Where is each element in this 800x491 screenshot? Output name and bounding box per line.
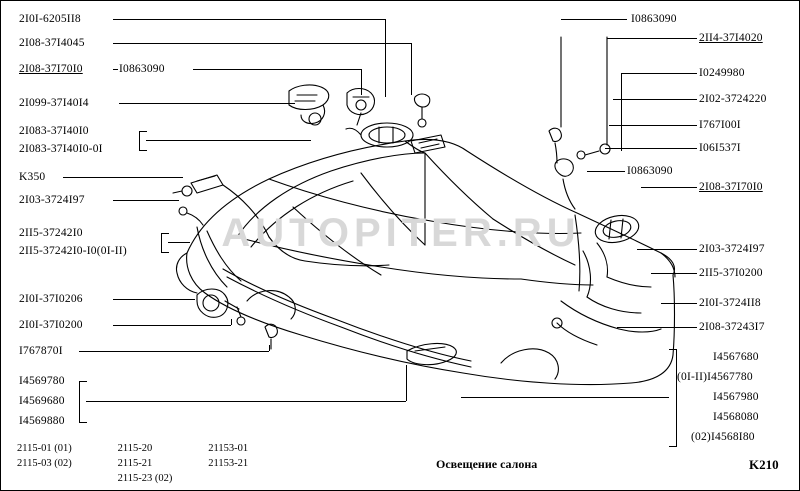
leader-line [561, 19, 627, 20]
model-column [208, 441, 298, 471]
part-label: I4569780 [19, 375, 65, 387]
model-entry: 2115-01 (01) [17, 443, 72, 454]
part-label: 2II5-37I0200 [699, 267, 763, 279]
label-bracket [161, 233, 169, 253]
part-label: I4569680 [19, 395, 65, 407]
leader-line [231, 319, 232, 325]
part-label: 2I0I-3724II8 [699, 297, 761, 309]
leader-line [193, 69, 361, 70]
part-label: 2I03-3724I97 [699, 243, 765, 255]
model-column [17, 441, 115, 471]
part-label: K350 [19, 171, 46, 183]
part-label: I06I537I [699, 142, 741, 154]
part-label: 2I08-37243I7 [699, 321, 765, 333]
part-label: I4567980 [713, 391, 759, 403]
leader-line [461, 397, 669, 398]
part-label: (02)I4568I80 [691, 431, 755, 443]
leader-line [113, 69, 118, 70]
leader-line [113, 299, 195, 300]
model-entry: 2115-20 [117, 443, 153, 454]
leader-line [607, 38, 697, 39]
leader-line [621, 73, 697, 74]
part-label: 2I0I-6205II8 [19, 13, 81, 25]
leader-line [146, 140, 311, 141]
part-label: 2I08-37I70I0 [699, 181, 763, 193]
model-entry: 21153-21 [208, 458, 249, 469]
leader-line [637, 249, 697, 250]
leader-line [63, 177, 183, 178]
model-entry: 2115-03 (02) [17, 458, 72, 469]
part-label: 2II4-37I4020 [699, 32, 763, 44]
leader-line [168, 242, 190, 243]
part-label: 2I03-3724I97 [19, 194, 85, 206]
part-label: 2II5-37242I0 [19, 227, 83, 239]
diagram-title: Освещение салона [436, 457, 538, 471]
watermark: AUTOPITER.RU [221, 211, 581, 255]
model-entry: 2115-21 [117, 458, 153, 469]
part-label: (0I-II)I4567780 [677, 371, 753, 383]
leader-line [113, 19, 385, 20]
part-label: I4568080 [713, 411, 759, 423]
leader-line [605, 148, 697, 149]
leader-line [119, 103, 295, 104]
leader-line [587, 171, 625, 172]
part-label: I0249980 [699, 67, 745, 79]
leader-line [641, 187, 697, 188]
part-label: 2I08-37I70I0 [19, 63, 83, 75]
leader-line [411, 43, 412, 95]
leader-line [661, 303, 697, 304]
leader-line [269, 345, 270, 351]
leader-line [361, 69, 362, 95]
part-label: I0863090 [119, 63, 165, 75]
part-label: 2I08-37I4045 [19, 37, 85, 49]
part-label: 2I083-37I40I0 [19, 125, 89, 137]
leader-line [385, 19, 386, 97]
leader-line [113, 325, 231, 326]
label-bracket [139, 131, 147, 151]
part-label: I4567680 [713, 351, 759, 363]
leader-line [113, 43, 411, 44]
model-entry: 2115-23 (02) [117, 473, 173, 484]
part-label: I767I00I [699, 119, 741, 131]
part-label: 2I02-3724220 [699, 93, 767, 105]
leader-line [621, 73, 622, 151]
leader-line [651, 273, 697, 274]
part-label: 2I0I-37I0200 [19, 319, 83, 331]
leader-line [609, 125, 697, 126]
applicability-model-list [17, 441, 298, 486]
leader-line [613, 99, 697, 100]
model-entry: 21153-01 [208, 443, 249, 454]
leader-line [113, 200, 179, 201]
leader-line [617, 327, 697, 328]
diagram-code: K210 [749, 457, 779, 472]
part-label: I0863090 [631, 13, 677, 25]
part-label: 2I083-37I40I0-0I [19, 143, 103, 155]
part-label: I767870I [19, 345, 63, 357]
model-column [118, 441, 206, 486]
part-label: I4569880 [19, 415, 65, 427]
part-label: 2I0I-37I0206 [19, 293, 83, 305]
part-label: 2II5-37242I0-I0(0I-II) [19, 245, 127, 257]
leader-line [406, 365, 407, 401]
part-label: 2I099-37I40I4 [19, 97, 89, 109]
part-label: I0863090 [627, 165, 673, 177]
leader-line [79, 351, 269, 352]
label-bracket [79, 381, 87, 423]
label-bracket [669, 349, 677, 447]
leader-line [86, 401, 406, 402]
